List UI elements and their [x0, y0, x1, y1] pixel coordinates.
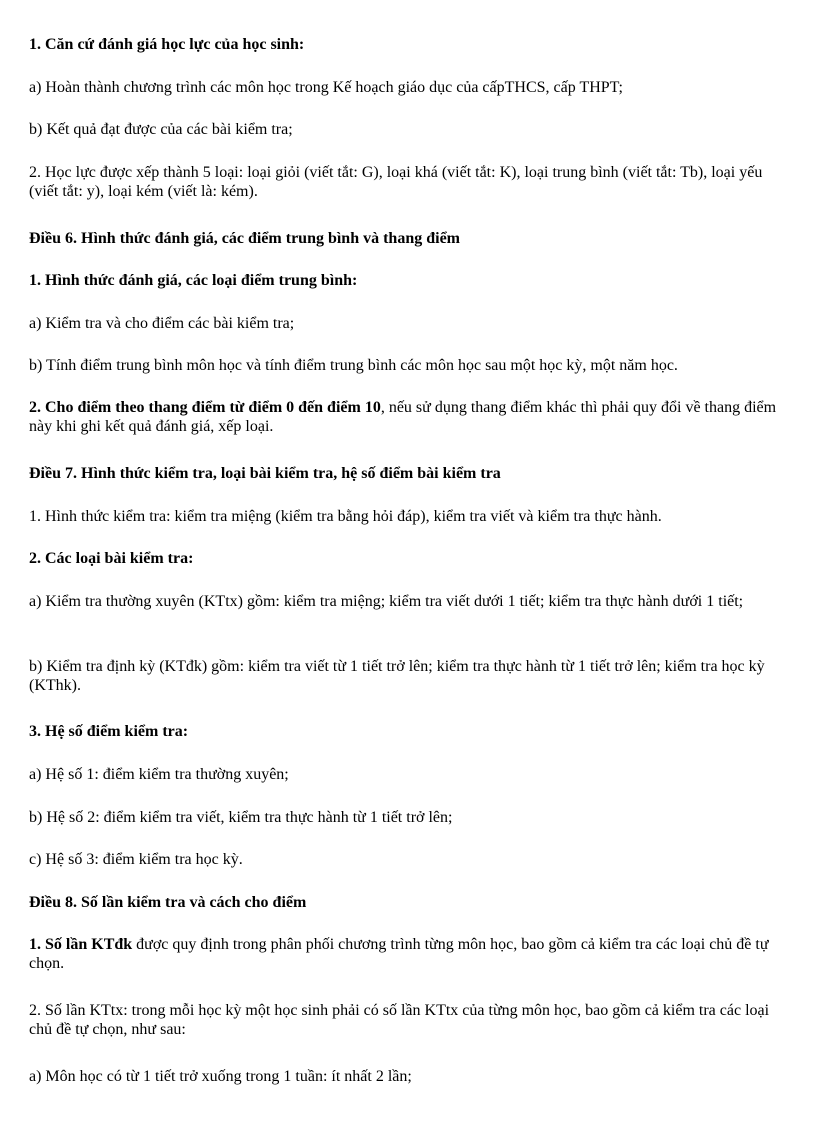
section-heading: 1. Hình thức đánh giá, các loại điểm trung bình: [29, 272, 358, 289]
section-heading: 1. Căn cứ đánh giá học lực của học sinh: [29, 36, 305, 53]
paragraph: a) Môn học có từ 1 tiết trở xuống trong 1 tuần: ít nhất 2 lần; [29, 1068, 412, 1085]
article-heading: Điều 8. Số lần kiểm tra và cách cho điểm [29, 894, 307, 911]
paragraph-text: , nếu sử dụng thang điểm khác thì phải quy đổi về thang điểm này khi ghi kết quả đánh giá, xếp loại. [29, 399, 777, 435]
paragraph-text: được quy định trong phân phối chương trình từng môn học, bao gồm cả kiểm tra các loại chủ đề tự chọn. [29, 936, 769, 972]
emphasis-text: 2. Cho điểm theo thang điểm từ điểm 0 đến điểm 10 [29, 399, 381, 416]
paragraph: a) Hoàn thành chương trình các môn học trong Kế hoạch giáo dục của cấpTHCS, cấp THPT; [29, 79, 623, 96]
article-heading: Điều 6. Hình thức đánh giá, các điểm trung bình và thang điểm [29, 230, 460, 247]
article-heading: Điều 7. Hình thức kiểm tra, loại bài kiểm tra, hệ số điểm bài kiểm tra [29, 465, 501, 482]
paragraph: 1. Hình thức kiểm tra: kiểm tra miệng (kiểm tra bằng hỏi đáp), kiểm tra viết và kiểm tra thực hành. [29, 508, 662, 525]
paragraph: 2. Số lần KTtx: trong mỗi học kỳ một học sinh phải có số lần KTtx của từng môn học, bao gồm cả kiểm tra các loại chủ đề tự chọn, như sau: [29, 1002, 770, 1038]
paragraph: b) Kiểm tra định kỳ (KTđk) gồm: kiểm tra viết từ 1 tiết trở lên; kiểm tra thực hành từ 1 tiết trở lên; kiểm tra học kỳ (KThk). [29, 658, 765, 694]
paragraph: a) Hệ số 1: điểm kiểm tra thường xuyên; [29, 766, 289, 783]
paragraph: c) Hệ số 3: điểm kiểm tra học kỳ. [29, 851, 243, 868]
paragraph: a) Kiểm tra thường xuyên (KTtx) gồm: kiểm tra miệng; kiểm tra viết dưới 1 tiết; kiểm tra thực hành dưới 1 tiết; [29, 593, 744, 610]
section-heading: 2. Các loại bài kiểm tra: [29, 550, 194, 567]
paragraph [29, 935, 791, 973]
paragraph [29, 398, 791, 436]
emphasis-text: 1. Số lần KTđk [29, 936, 133, 953]
paragraph: b) Hệ số 2: điểm kiểm tra viết, kiểm tra thực hành từ 1 tiết trở lên; [29, 809, 453, 826]
paragraph: 2. Học lực được xếp thành 5 loại: loại giỏi (viết tắt: G), loại khá (viết tắt: K), loại trung bình (viết tắt: Tb), loại yếu (viết tắt: y), loại kém (viết là: kém). [29, 164, 763, 200]
paragraph: a) Kiểm tra và cho điểm các bài kiểm tra; [29, 315, 295, 332]
paragraph: b) Tính điểm trung bình môn học và tính điểm trung bình các môn học sau một học kỳ, một năm học. [29, 357, 678, 374]
section-heading: 3. Hệ số điểm kiểm tra: [29, 723, 189, 740]
paragraph: b) Kết quả đạt được của các bài kiểm tra; [29, 121, 293, 138]
